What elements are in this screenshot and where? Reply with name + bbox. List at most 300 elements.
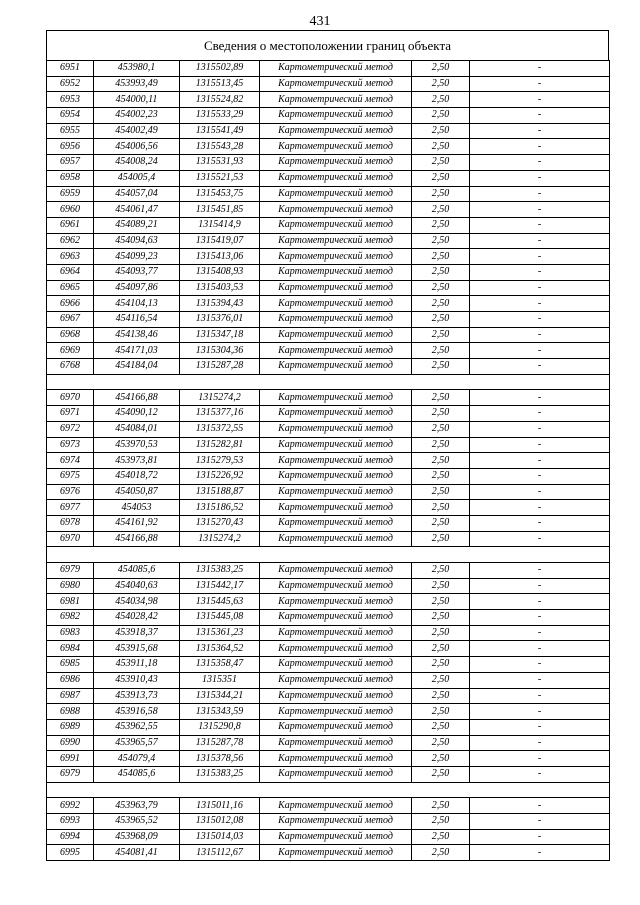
table-row (47, 296, 610, 312)
description-cell: - (470, 500, 610, 516)
precision-cell: 2,50 (412, 123, 470, 139)
precision-cell: 2,50 (412, 672, 470, 688)
method-cell: Картометрический метод (260, 264, 412, 280)
precision-cell: 2,50 (412, 296, 470, 312)
point-number-cell: 6968 (47, 327, 94, 343)
group-separator-cell (47, 547, 610, 563)
group-separator-row (47, 374, 610, 390)
y-coordinate-cell: 1315014,03 (180, 829, 260, 845)
method-cell: Картометрический метод (260, 359, 412, 375)
x-coordinate-cell: 453965,57 (94, 735, 180, 751)
x-coordinate-cell: 454093,77 (94, 264, 180, 280)
method-cell: Картометрический метод (260, 814, 412, 830)
point-number-cell: 6974 (47, 453, 94, 469)
y-coordinate-cell: 1315521,53 (180, 170, 260, 186)
description-cell: - (470, 186, 610, 202)
point-number-cell: 6972 (47, 421, 94, 437)
table-row (47, 578, 610, 594)
method-cell: Картометрический метод (260, 280, 412, 296)
description-cell: - (470, 249, 610, 265)
table-row (47, 217, 610, 233)
method-cell: Картометрический метод (260, 500, 412, 516)
method-cell: Картометрический метод (260, 139, 412, 155)
table-row (47, 123, 610, 139)
x-coordinate-cell: 454089,21 (94, 217, 180, 233)
precision-cell: 2,50 (412, 264, 470, 280)
point-number-cell: 6956 (47, 139, 94, 155)
x-coordinate-cell: 454084,01 (94, 421, 180, 437)
x-coordinate-cell: 454002,49 (94, 123, 180, 139)
precision-cell: 2,50 (412, 594, 470, 610)
precision-cell: 2,50 (412, 625, 470, 641)
method-cell: Картометрический метод (260, 578, 412, 594)
table-row (47, 672, 610, 688)
precision-cell: 2,50 (412, 108, 470, 124)
y-coordinate-cell: 1315274,2 (180, 390, 260, 406)
table-row (47, 327, 610, 343)
table-row (47, 312, 610, 328)
description-cell: - (470, 202, 610, 218)
point-number-cell: 6987 (47, 688, 94, 704)
x-coordinate-cell: 454099,23 (94, 249, 180, 265)
method-cell: Картометрический метод (260, 233, 412, 249)
table-row (47, 484, 610, 500)
x-coordinate-cell: 453962,55 (94, 719, 180, 735)
x-coordinate-cell: 454094,63 (94, 233, 180, 249)
description-cell: - (470, 735, 610, 751)
section-title (46, 30, 609, 61)
description-cell: - (470, 594, 610, 610)
point-number-cell: 6965 (47, 280, 94, 296)
point-number-cell: 6969 (47, 343, 94, 359)
y-coordinate-cell: 1315408,93 (180, 264, 260, 280)
precision-cell: 2,50 (412, 515, 470, 531)
y-coordinate-cell: 1315186,52 (180, 500, 260, 516)
y-coordinate-cell: 1315383,25 (180, 766, 260, 782)
precision-cell: 2,50 (412, 468, 470, 484)
point-number-cell: 6963 (47, 249, 94, 265)
group-separator-row (47, 547, 610, 563)
point-number-cell: 6982 (47, 610, 94, 626)
point-number-cell: 6995 (47, 845, 94, 861)
table-row (47, 280, 610, 296)
table-row (47, 186, 610, 202)
precision-cell: 2,50 (412, 578, 470, 594)
precision-cell: 2,50 (412, 563, 470, 579)
y-coordinate-cell: 1315361,23 (180, 625, 260, 641)
description-cell: - (470, 343, 610, 359)
x-coordinate-cell: 454166,88 (94, 531, 180, 547)
description-cell: - (470, 625, 610, 641)
precision-cell: 2,50 (412, 766, 470, 782)
table-row (47, 61, 610, 77)
y-coordinate-cell: 1315188,87 (180, 484, 260, 500)
table-row (47, 657, 610, 673)
description-cell: - (470, 312, 610, 328)
table-row (47, 814, 610, 830)
y-coordinate-cell: 1315453,75 (180, 186, 260, 202)
y-coordinate-cell: 1315290,8 (180, 719, 260, 735)
description-cell: - (470, 280, 610, 296)
point-number-cell: 6976 (47, 484, 94, 500)
point-number-cell: 6960 (47, 202, 94, 218)
x-coordinate-cell: 454090,12 (94, 406, 180, 422)
x-coordinate-cell: 454018,72 (94, 468, 180, 484)
description-cell: - (470, 390, 610, 406)
table-row (47, 515, 610, 531)
table-row (47, 155, 610, 171)
point-number-cell: 6955 (47, 123, 94, 139)
y-coordinate-cell: 1315343,59 (180, 704, 260, 720)
y-coordinate-cell: 1315304,36 (180, 343, 260, 359)
description-cell: - (470, 264, 610, 280)
precision-cell: 2,50 (412, 390, 470, 406)
point-number-cell: 6768 (47, 359, 94, 375)
y-coordinate-cell: 1315376,01 (180, 312, 260, 328)
x-coordinate-cell: 454005,4 (94, 170, 180, 186)
precision-cell: 2,50 (412, 202, 470, 218)
description-cell: - (470, 814, 610, 830)
group-separator-row (47, 782, 610, 798)
table-row (47, 390, 610, 406)
method-cell: Картометрический метод (260, 453, 412, 469)
point-number-cell: 6979 (47, 563, 94, 579)
point-number-cell: 6990 (47, 735, 94, 751)
method-cell: Картометрический метод (260, 563, 412, 579)
method-cell: Картометрический метод (260, 531, 412, 547)
method-cell: Картометрический метод (260, 625, 412, 641)
method-cell: Картометрический метод (260, 76, 412, 92)
description-cell: - (470, 327, 610, 343)
x-coordinate-cell: 454161,92 (94, 515, 180, 531)
description-cell: - (470, 139, 610, 155)
x-coordinate-cell: 454028,42 (94, 610, 180, 626)
point-number-cell: 6953 (47, 92, 94, 108)
y-coordinate-cell: 1315413,06 (180, 249, 260, 265)
table-row (47, 704, 610, 720)
precision-cell: 2,50 (412, 312, 470, 328)
description-cell: - (470, 798, 610, 814)
description-cell: - (470, 704, 610, 720)
table-row (47, 751, 610, 767)
point-number-cell: 6983 (47, 625, 94, 641)
x-coordinate-cell: 454184,04 (94, 359, 180, 375)
precision-cell: 2,50 (412, 453, 470, 469)
method-cell: Картометрический метод (260, 108, 412, 124)
y-coordinate-cell: 1315282,81 (180, 437, 260, 453)
description-cell: - (470, 437, 610, 453)
x-coordinate-cell: 454002,23 (94, 108, 180, 124)
table-row (47, 76, 610, 92)
y-coordinate-cell: 1315445,63 (180, 594, 260, 610)
description-cell: - (470, 845, 610, 861)
y-coordinate-cell: 1315112,67 (180, 845, 260, 861)
method-cell: Картометрический метод (260, 641, 412, 657)
method-cell: Картометрический метод (260, 704, 412, 720)
description-cell: - (470, 766, 610, 782)
method-cell: Картометрический метод (260, 249, 412, 265)
y-coordinate-cell: 1315541,49 (180, 123, 260, 139)
x-coordinate-cell: 454000,11 (94, 92, 180, 108)
y-coordinate-cell: 1315226,92 (180, 468, 260, 484)
x-coordinate-cell: 454166,88 (94, 390, 180, 406)
method-cell: Картометрический метод (260, 688, 412, 704)
point-number-cell: 6951 (47, 61, 94, 77)
y-coordinate-cell: 1315414,9 (180, 217, 260, 233)
x-coordinate-cell: 453968,09 (94, 829, 180, 845)
group-separator-cell (47, 782, 610, 798)
description-cell: - (470, 233, 610, 249)
x-coordinate-cell: 454085,6 (94, 766, 180, 782)
table-row (47, 625, 610, 641)
x-coordinate-cell: 453973,81 (94, 453, 180, 469)
point-number-cell: 6978 (47, 515, 94, 531)
precision-cell: 2,50 (412, 233, 470, 249)
method-cell: Картометрический метод (260, 92, 412, 108)
table-row (47, 108, 610, 124)
precision-cell: 2,50 (412, 641, 470, 657)
y-coordinate-cell: 1315347,18 (180, 327, 260, 343)
x-coordinate-cell: 453918,37 (94, 625, 180, 641)
description-cell: - (470, 421, 610, 437)
x-coordinate-cell: 453915,68 (94, 641, 180, 657)
method-cell: Картометрический метод (260, 719, 412, 735)
method-cell: Картометрический метод (260, 406, 412, 422)
precision-cell: 2,50 (412, 751, 470, 767)
method-cell: Картометрический метод (260, 61, 412, 77)
x-coordinate-cell: 454040,63 (94, 578, 180, 594)
precision-cell: 2,50 (412, 610, 470, 626)
table-row (47, 845, 610, 861)
precision-cell: 2,50 (412, 421, 470, 437)
y-coordinate-cell: 1315012,08 (180, 814, 260, 830)
precision-cell: 2,50 (412, 139, 470, 155)
precision-cell: 2,50 (412, 155, 470, 171)
method-cell: Картометрический метод (260, 327, 412, 343)
precision-cell: 2,50 (412, 437, 470, 453)
method-cell: Картометрический метод (260, 312, 412, 328)
point-number-cell: 6984 (47, 641, 94, 657)
precision-cell: 2,50 (412, 217, 470, 233)
method-cell: Картометрический метод (260, 845, 412, 861)
table-row (47, 406, 610, 422)
point-number-cell: 6977 (47, 500, 94, 516)
x-coordinate-cell: 454097,86 (94, 280, 180, 296)
method-cell: Картометрический метод (260, 657, 412, 673)
table-row (47, 610, 610, 626)
method-cell: Картометрический метод (260, 170, 412, 186)
table-row (47, 829, 610, 845)
x-coordinate-cell: 454050,87 (94, 484, 180, 500)
method-cell: Картометрический метод (260, 672, 412, 688)
method-cell: Картометрический метод (260, 123, 412, 139)
description-cell: - (470, 610, 610, 626)
point-number-cell: 6992 (47, 798, 94, 814)
method-cell: Картометрический метод (260, 594, 412, 610)
precision-cell: 2,50 (412, 719, 470, 735)
precision-cell: 2,50 (412, 798, 470, 814)
description-cell: - (470, 92, 610, 108)
point-number-cell: 6958 (47, 170, 94, 186)
y-coordinate-cell: 1315403,53 (180, 280, 260, 296)
point-number-cell: 6988 (47, 704, 94, 720)
x-coordinate-cell: 454079,4 (94, 751, 180, 767)
x-coordinate-cell: 453963,79 (94, 798, 180, 814)
description-cell: - (470, 296, 610, 312)
table-row (47, 453, 610, 469)
y-coordinate-cell: 1315270,43 (180, 515, 260, 531)
method-cell: Картометрический метод (260, 515, 412, 531)
precision-cell: 2,50 (412, 249, 470, 265)
group-separator-cell (47, 374, 610, 390)
point-number-cell: 6993 (47, 814, 94, 830)
point-number-cell: 6971 (47, 406, 94, 422)
y-coordinate-cell: 1315531,93 (180, 155, 260, 171)
description-cell: - (470, 484, 610, 500)
x-coordinate-cell: 454061,47 (94, 202, 180, 218)
method-cell: Картометрический метод (260, 217, 412, 233)
table-row (47, 343, 610, 359)
x-coordinate-cell: 453910,43 (94, 672, 180, 688)
point-number-cell: 6980 (47, 578, 94, 594)
precision-cell: 2,50 (412, 280, 470, 296)
method-cell: Картометрический метод (260, 421, 412, 437)
y-coordinate-cell: 1315287,78 (180, 735, 260, 751)
y-coordinate-cell: 1315543,28 (180, 139, 260, 155)
y-coordinate-cell: 1315351 (180, 672, 260, 688)
precision-cell: 2,50 (412, 186, 470, 202)
precision-cell: 2,50 (412, 814, 470, 830)
method-cell: Картометрический метод (260, 766, 412, 782)
x-coordinate-cell: 453913,73 (94, 688, 180, 704)
method-cell: Картометрический метод (260, 829, 412, 845)
method-cell: Картометрический метод (260, 468, 412, 484)
table-row (47, 359, 610, 375)
precision-cell: 2,50 (412, 359, 470, 375)
method-cell: Картометрический метод (260, 735, 412, 751)
description-cell: - (470, 123, 610, 139)
table-row (47, 202, 610, 218)
method-cell: Картометрический метод (260, 798, 412, 814)
y-coordinate-cell: 1315279,53 (180, 453, 260, 469)
precision-cell: 2,50 (412, 704, 470, 720)
description-cell: - (470, 657, 610, 673)
table-row (47, 766, 610, 782)
precision-cell: 2,50 (412, 484, 470, 500)
point-number-cell: 6986 (47, 672, 94, 688)
x-coordinate-cell: 453980,1 (94, 61, 180, 77)
precision-cell: 2,50 (412, 500, 470, 516)
description-cell: - (470, 688, 610, 704)
y-coordinate-cell: 1315287,28 (180, 359, 260, 375)
y-coordinate-cell: 1315011,16 (180, 798, 260, 814)
table-row (47, 641, 610, 657)
point-number-cell: 6975 (47, 468, 94, 484)
x-coordinate-cell: 454053 (94, 500, 180, 516)
x-coordinate-cell: 453916,58 (94, 704, 180, 720)
y-coordinate-cell: 1315378,56 (180, 751, 260, 767)
table-row (47, 139, 610, 155)
y-coordinate-cell: 1315274,2 (180, 531, 260, 547)
y-coordinate-cell: 1315513,45 (180, 76, 260, 92)
x-coordinate-cell: 454081,41 (94, 845, 180, 861)
section-title-text: Сведения о местоположении границ объекта (203, 37, 452, 53)
description-cell: - (470, 829, 610, 845)
table-row (47, 735, 610, 751)
point-number-cell: 6954 (47, 108, 94, 124)
method-cell: Картометрический метод (260, 484, 412, 500)
description-cell: - (470, 61, 610, 77)
x-coordinate-cell: 454116,54 (94, 312, 180, 328)
y-coordinate-cell: 1315445,08 (180, 610, 260, 626)
table-row (47, 531, 610, 547)
x-coordinate-cell: 454057,04 (94, 186, 180, 202)
table-row (47, 594, 610, 610)
y-coordinate-cell: 1315451,85 (180, 202, 260, 218)
method-cell: Картометрический метод (260, 390, 412, 406)
point-number-cell: 6981 (47, 594, 94, 610)
precision-cell: 2,50 (412, 829, 470, 845)
y-coordinate-cell: 1315533,29 (180, 108, 260, 124)
y-coordinate-cell: 1315358,47 (180, 657, 260, 673)
precision-cell: 2,50 (412, 92, 470, 108)
description-cell: - (470, 563, 610, 579)
x-coordinate-cell: 453970,53 (94, 437, 180, 453)
x-coordinate-cell: 454085,6 (94, 563, 180, 579)
precision-cell: 2,50 (412, 61, 470, 77)
description-cell: - (470, 406, 610, 422)
description-cell: - (470, 719, 610, 735)
y-coordinate-cell: 1315377,16 (180, 406, 260, 422)
table-row (47, 719, 610, 735)
point-number-cell: 6989 (47, 719, 94, 735)
coordinates-table (46, 60, 610, 861)
y-coordinate-cell: 1315394,43 (180, 296, 260, 312)
description-cell: - (470, 217, 610, 233)
point-number-cell: 6966 (47, 296, 94, 312)
point-number-cell: 6979 (47, 766, 94, 782)
y-coordinate-cell: 1315524,82 (180, 92, 260, 108)
table-row (47, 421, 610, 437)
point-number-cell: 6959 (47, 186, 94, 202)
precision-cell: 2,50 (412, 735, 470, 751)
method-cell: Картометрический метод (260, 186, 412, 202)
point-number-cell: 6962 (47, 233, 94, 249)
method-cell: Картометрический метод (260, 343, 412, 359)
x-coordinate-cell: 454104,13 (94, 296, 180, 312)
precision-cell: 2,50 (412, 845, 470, 861)
method-cell: Картометрический метод (260, 296, 412, 312)
point-number-cell: 6970 (47, 390, 94, 406)
description-cell: - (470, 672, 610, 688)
table-row (47, 249, 610, 265)
point-number-cell: 6991 (47, 751, 94, 767)
point-number-cell: 6961 (47, 217, 94, 233)
description-cell: - (470, 359, 610, 375)
method-cell: Картометрический метод (260, 155, 412, 171)
description-cell: - (470, 453, 610, 469)
method-cell: Картометрический метод (260, 437, 412, 453)
point-number-cell: 6970 (47, 531, 94, 547)
description-cell: - (470, 155, 610, 171)
method-cell: Картометрический метод (260, 610, 412, 626)
description-cell: - (470, 515, 610, 531)
table-row (47, 170, 610, 186)
x-coordinate-cell: 454008,24 (94, 155, 180, 171)
precision-cell: 2,50 (412, 76, 470, 92)
y-coordinate-cell: 1315364,52 (180, 641, 260, 657)
point-number-cell: 6967 (47, 312, 94, 328)
